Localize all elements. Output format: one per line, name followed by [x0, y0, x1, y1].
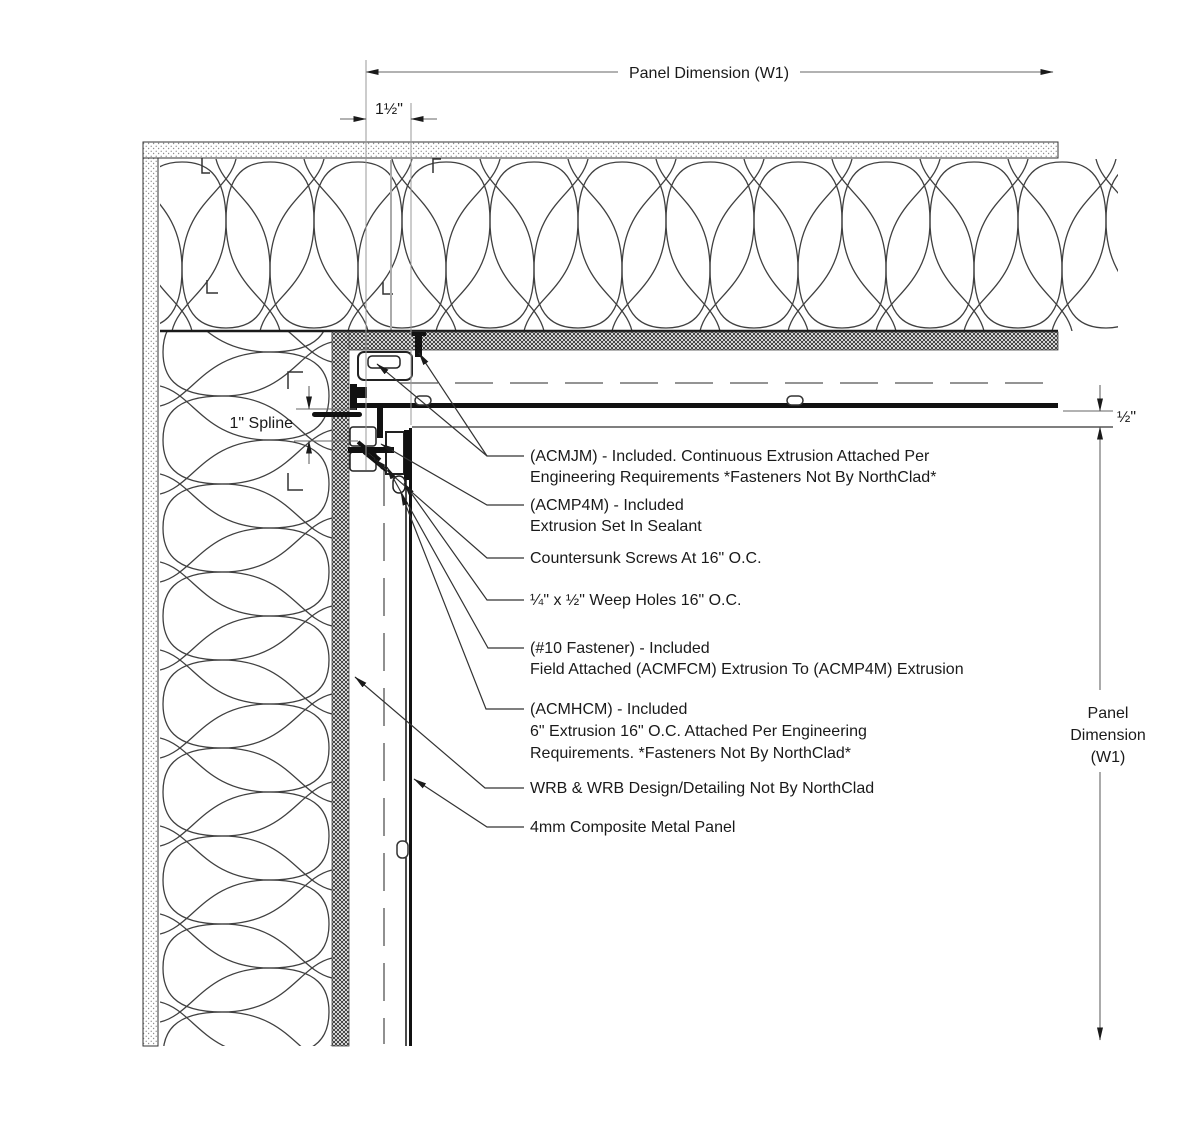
callout-acmhcm-line2: 6" Extrusion 16" O.C. Attached Per Engineering: [530, 723, 867, 740]
weep-hole: [787, 396, 803, 405]
dimension-label-offset: 1½": [375, 101, 403, 118]
callout-4mm-panel: 4mm Composite Metal Panel: [530, 819, 736, 836]
membrane-strip-vertical: [332, 332, 349, 1046]
callout-acmhcm-line1: (ACMHCM) - Included: [530, 701, 688, 718]
joint-stem: [377, 408, 383, 438]
panel-horizontal-face: [350, 403, 1058, 408]
dimension-label-gap: ½": [1117, 409, 1137, 426]
panel-return-leg: [350, 384, 357, 410]
callout-acmp4m-line2: Extrusion Set In Sealant: [530, 518, 702, 535]
acmjm-extrusion-inner: [368, 356, 400, 368]
acmp4m-extrusion: [350, 427, 376, 446]
sheathing-top: [143, 142, 1058, 158]
callout-acmjm-line2: Engineering Requirements *Fasteners Not By NorthClad*: [530, 469, 937, 486]
dimension-label-line: Dimension: [1070, 727, 1146, 744]
spline-plate: [312, 412, 362, 417]
dimension-label-line: Panel: [1087, 705, 1129, 722]
callout-10-fastener-line2: Field Attached (ACMFCM) Extrusion To (ACMP4M) Extrusion: [530, 661, 964, 678]
acmfcm-extrusion: [404, 430, 412, 480]
insulation-batt-top: [160, 159, 1118, 331]
callout-acmjm-line1: (ACMJM) - Included. Continuous Extrusion Attached Per: [530, 448, 930, 465]
membrane-strip-horizontal: [332, 332, 1058, 350]
weep-hole: [397, 841, 408, 858]
dimension-label-line: (W1): [1090, 749, 1126, 766]
fastener-screw-head: [411, 332, 426, 336]
callout-10-fastener-line1: (#10 Fastener) - Included: [530, 640, 710, 657]
callout-wrb: WRB & WRB Design/Detailing Not By NorthClad: [530, 780, 875, 797]
callout-countersunk-screws: Countersunk Screws At 16" O.C.: [530, 550, 762, 567]
insulation-batt-left: [160, 330, 332, 1046]
leader-wrb: [355, 677, 524, 788]
fastener-screw: [415, 333, 422, 357]
dimension-label-right-panel: [1070, 705, 1146, 766]
callout-acmp4m-line1: (ACMP4M) - Included: [530, 497, 684, 514]
dimension-label-spline: 1" Spline: [229, 415, 293, 432]
callout-weep-holes: ¼" x ½" Weep Holes 16" O.C.: [530, 592, 742, 609]
leader-4mm-panel: [414, 779, 524, 827]
callout-acmhcm-line3: Requirements. *Fasteners Not By NorthClad*: [530, 745, 852, 762]
dimension-label-top-panel: Panel Dimension (W1): [628, 65, 790, 82]
callout-notes: [530, 448, 964, 836]
sheathing-left: [143, 158, 158, 1046]
